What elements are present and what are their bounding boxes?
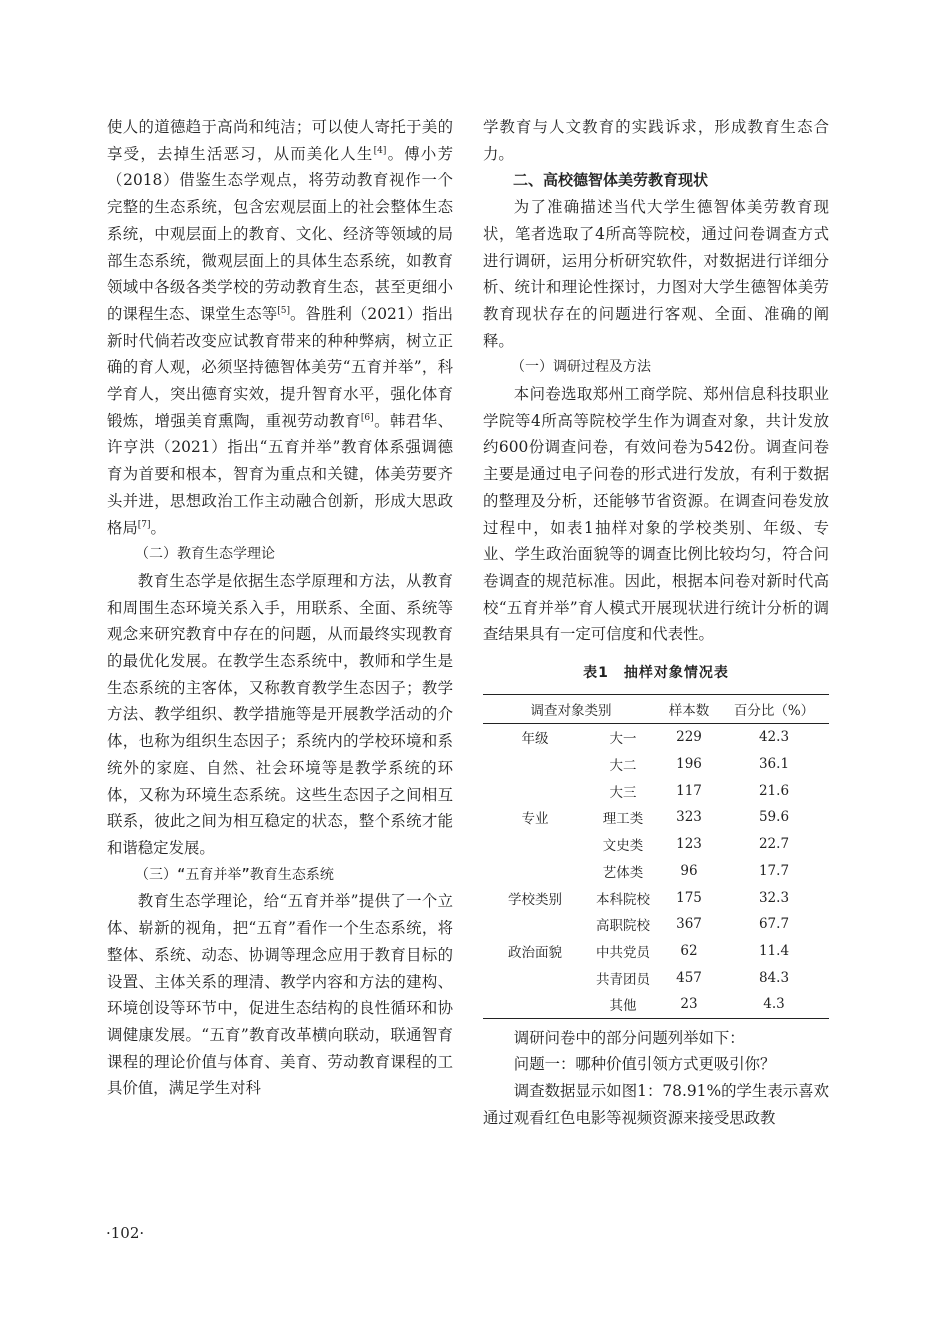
table-cell: 大一	[609, 731, 637, 748]
table-cell: 175	[676, 889, 702, 906]
table-header-row	[483, 695, 829, 724]
table-cell: 文史类	[602, 838, 644, 855]
body-paragraph: 教育生态学理论，给“五育并举”提供了一个立体、崭新的视角，把“五育”看作一个生态系统，将整体、系统、动态、协调等理念应用于教育目标的设置、主体关系的理清、教学内容和方法的建构、环境创设等环节中，促进生态结构的良性循环和协调健康发展。“五育”教育改革横向联动，联通智育课程的理论价值与体育、美育、劳动教育课程的工具价值，满足学生对科	[107, 892, 453, 1098]
table-header: 样本数	[659, 695, 719, 724]
table-cell: 367	[676, 916, 702, 933]
table-header: 调查对象类别	[483, 695, 659, 724]
table-cell: 年级	[521, 731, 549, 748]
page-number: ·102·	[106, 1224, 145, 1242]
section-heading: 二、高校德智体美劳教育现状	[513, 171, 709, 190]
body-paragraph: 问题一：哪种价值引领方式更吸引你？	[513, 1055, 776, 1074]
table-cell	[483, 991, 587, 1018]
subsection-heading: （二）教育生态学理论	[135, 546, 275, 563]
table-row	[483, 991, 829, 1018]
table-cell: 117	[676, 782, 702, 799]
citation: [5]	[277, 305, 290, 316]
table-cell	[483, 777, 587, 804]
table-cell: 323	[676, 809, 702, 826]
table-cell: 96	[680, 862, 698, 879]
table-cell	[483, 858, 587, 885]
table-caption: 表1 抽样对象情况表	[583, 665, 729, 682]
table-row	[483, 938, 829, 965]
table-cell: 其他	[587, 991, 659, 1018]
table-cell: 123	[676, 836, 702, 853]
table-cell: 17.7	[758, 862, 790, 879]
left-column	[107, 114, 453, 1102]
table-cell: 本科院校	[596, 891, 650, 908]
body-paragraph: 调研问卷中的部分问题列举如下：	[513, 1028, 745, 1047]
body-paragraph: 为了准确描述当代大学生德智体美劳教育现状，笔者选取了4所高等院校，通过问卷调查方式进行调研，运用分析研究软件，对数据进行详细分析、统计和理论性探讨，力图对大学生德智体美劳教育现状存在的问题进行客观、全面、准确的阐释。	[483, 198, 829, 350]
table-cell: 21.6	[758, 782, 790, 799]
citation: [7]	[137, 519, 151, 530]
right-column	[483, 114, 829, 1131]
table-cell	[483, 911, 587, 938]
table-cell: 大二	[609, 758, 637, 775]
table-row	[483, 831, 829, 858]
table-cell: 23	[659, 991, 719, 1018]
table-cell: 42.3	[758, 729, 790, 746]
table-cell: 共青团员	[596, 971, 650, 988]
body-paragraph: 调查数据显示如图1：78.91%的学生表示喜欢通过观看红色电影等视频资源来接受思政教	[483, 1082, 829, 1127]
table-cell: 政治面貌	[508, 944, 562, 961]
table-cell: 高职院校	[596, 918, 650, 935]
table-cell: 4.3	[719, 991, 829, 1018]
table-cell: 59.6	[758, 809, 790, 826]
table-row	[483, 724, 829, 751]
table-cell: 196	[676, 756, 702, 773]
table-cell: 229	[676, 729, 702, 746]
table-cell: 22.7	[758, 836, 790, 853]
table-row	[483, 858, 829, 885]
table-cell: 11.4	[758, 942, 790, 959]
table-cell	[483, 831, 587, 858]
citation: [4]	[373, 145, 387, 156]
body-paragraph: 学教育与人文教育的实践诉求，形成教育生态合力。	[483, 118, 829, 163]
body-paragraph: 教育生态学是依据生态学原理和方法，从教育和周围生态环境关系入手，用联系、全面、系统等观念来研究教育中存在的问题，从而最终实现教育的最优化发展。在教学生态系统中，教师和学生是生态系统的主客体，又称教育教学生态因子；教学方法、教学组织、教学措施等是开展教学活动的介体，也称为组织生态因子；系统内的学校环境和系统外的家庭、自然、社会环境等是教学系统的环体，又称为环境生态系统。这些生态因子之间相互联系，彼此之间为相互稳定的状态，整个系统才能和谐稳定发展。	[107, 571, 453, 857]
table-cell: 大三	[609, 784, 637, 801]
table-row	[483, 964, 829, 991]
table-cell: 36.1	[758, 756, 790, 773]
table-row	[483, 884, 829, 911]
table-cell: 67.7	[758, 916, 790, 933]
table-cell: 理工类	[602, 811, 644, 828]
body-paragraph: 使人的道德趋于高尚和纯洁；可以使人寄托于美的享受，去掉生活恶习，从而美化人生[4]。傅小芳（2018）借鉴生态学观点，将劳动教育视作一个完整的生态系统，包含宏观层面上的社会整体生态系统，中观层面上的教育、文化、经济等领域的局部生态系统，微观层面上的具体生态系统，如教育领域中各级各类学校的劳动教育生态，甚至更细小的课程生态、课堂生态等[5]。昝胜利（2021）指出新时代倘若改变应试教育带来的种种弊病，树立正确的育人观，必须坚持德智体美劳“五育并举”，科学育人，突出德育实效，提升智育水平，强化体育锻炼，增强美育熏陶，重视劳动教育[6]。韩君华、许亨洪（2021）指出“五育并举”教育体系强调德育为首要和根本，智育为重点和关键，体美劳要齐头并进，思想政治工作主动融合创新，形成大思政格局[7]。	[107, 118, 453, 537]
table-cell: 中共党员	[596, 944, 650, 961]
subsection-heading: （三）“五育并举”教育生态系统	[135, 866, 334, 883]
body-paragraph: 本问卷选取郑州工商学院、郑州信息科技职业学院等4所高等院校学生作为调查对象，共计发放约600份调查问卷，有效问卷为542份。调查问卷主要是通过电子问卷的形式进行发放，有利于数据的整理及分析，还能够节省资源。在调查问卷发放过程中，如表1抽样对象的学校类别、年级、专业、学生政治面貌等的调查比例比较均匀，符合问卷调查的规范标准。因此，根据本问卷对新时代高校“五育并举”育人模式开展现状进行统计分析的调查结果具有一定可信度和代表性。	[483, 385, 829, 644]
table-row	[483, 777, 829, 804]
table-cell	[483, 751, 587, 778]
table-cell: 专业	[521, 811, 549, 828]
subsection-heading: （一）调研过程及方法	[511, 359, 651, 376]
table-row	[483, 751, 829, 778]
table-cell: 62	[680, 942, 698, 959]
table-header: 百分比（%）	[719, 695, 829, 724]
table-cell: 32.3	[758, 889, 790, 906]
table-row	[483, 804, 829, 831]
table-cell: 457	[676, 969, 702, 986]
table-cell: 艺体类	[602, 864, 644, 881]
table-row	[483, 911, 829, 938]
table-cell: 学校类别	[508, 891, 562, 908]
table-cell	[483, 964, 587, 991]
table-cell: 84.3	[758, 969, 790, 986]
sample-table	[483, 694, 829, 1019]
citation: [6]	[360, 412, 374, 423]
